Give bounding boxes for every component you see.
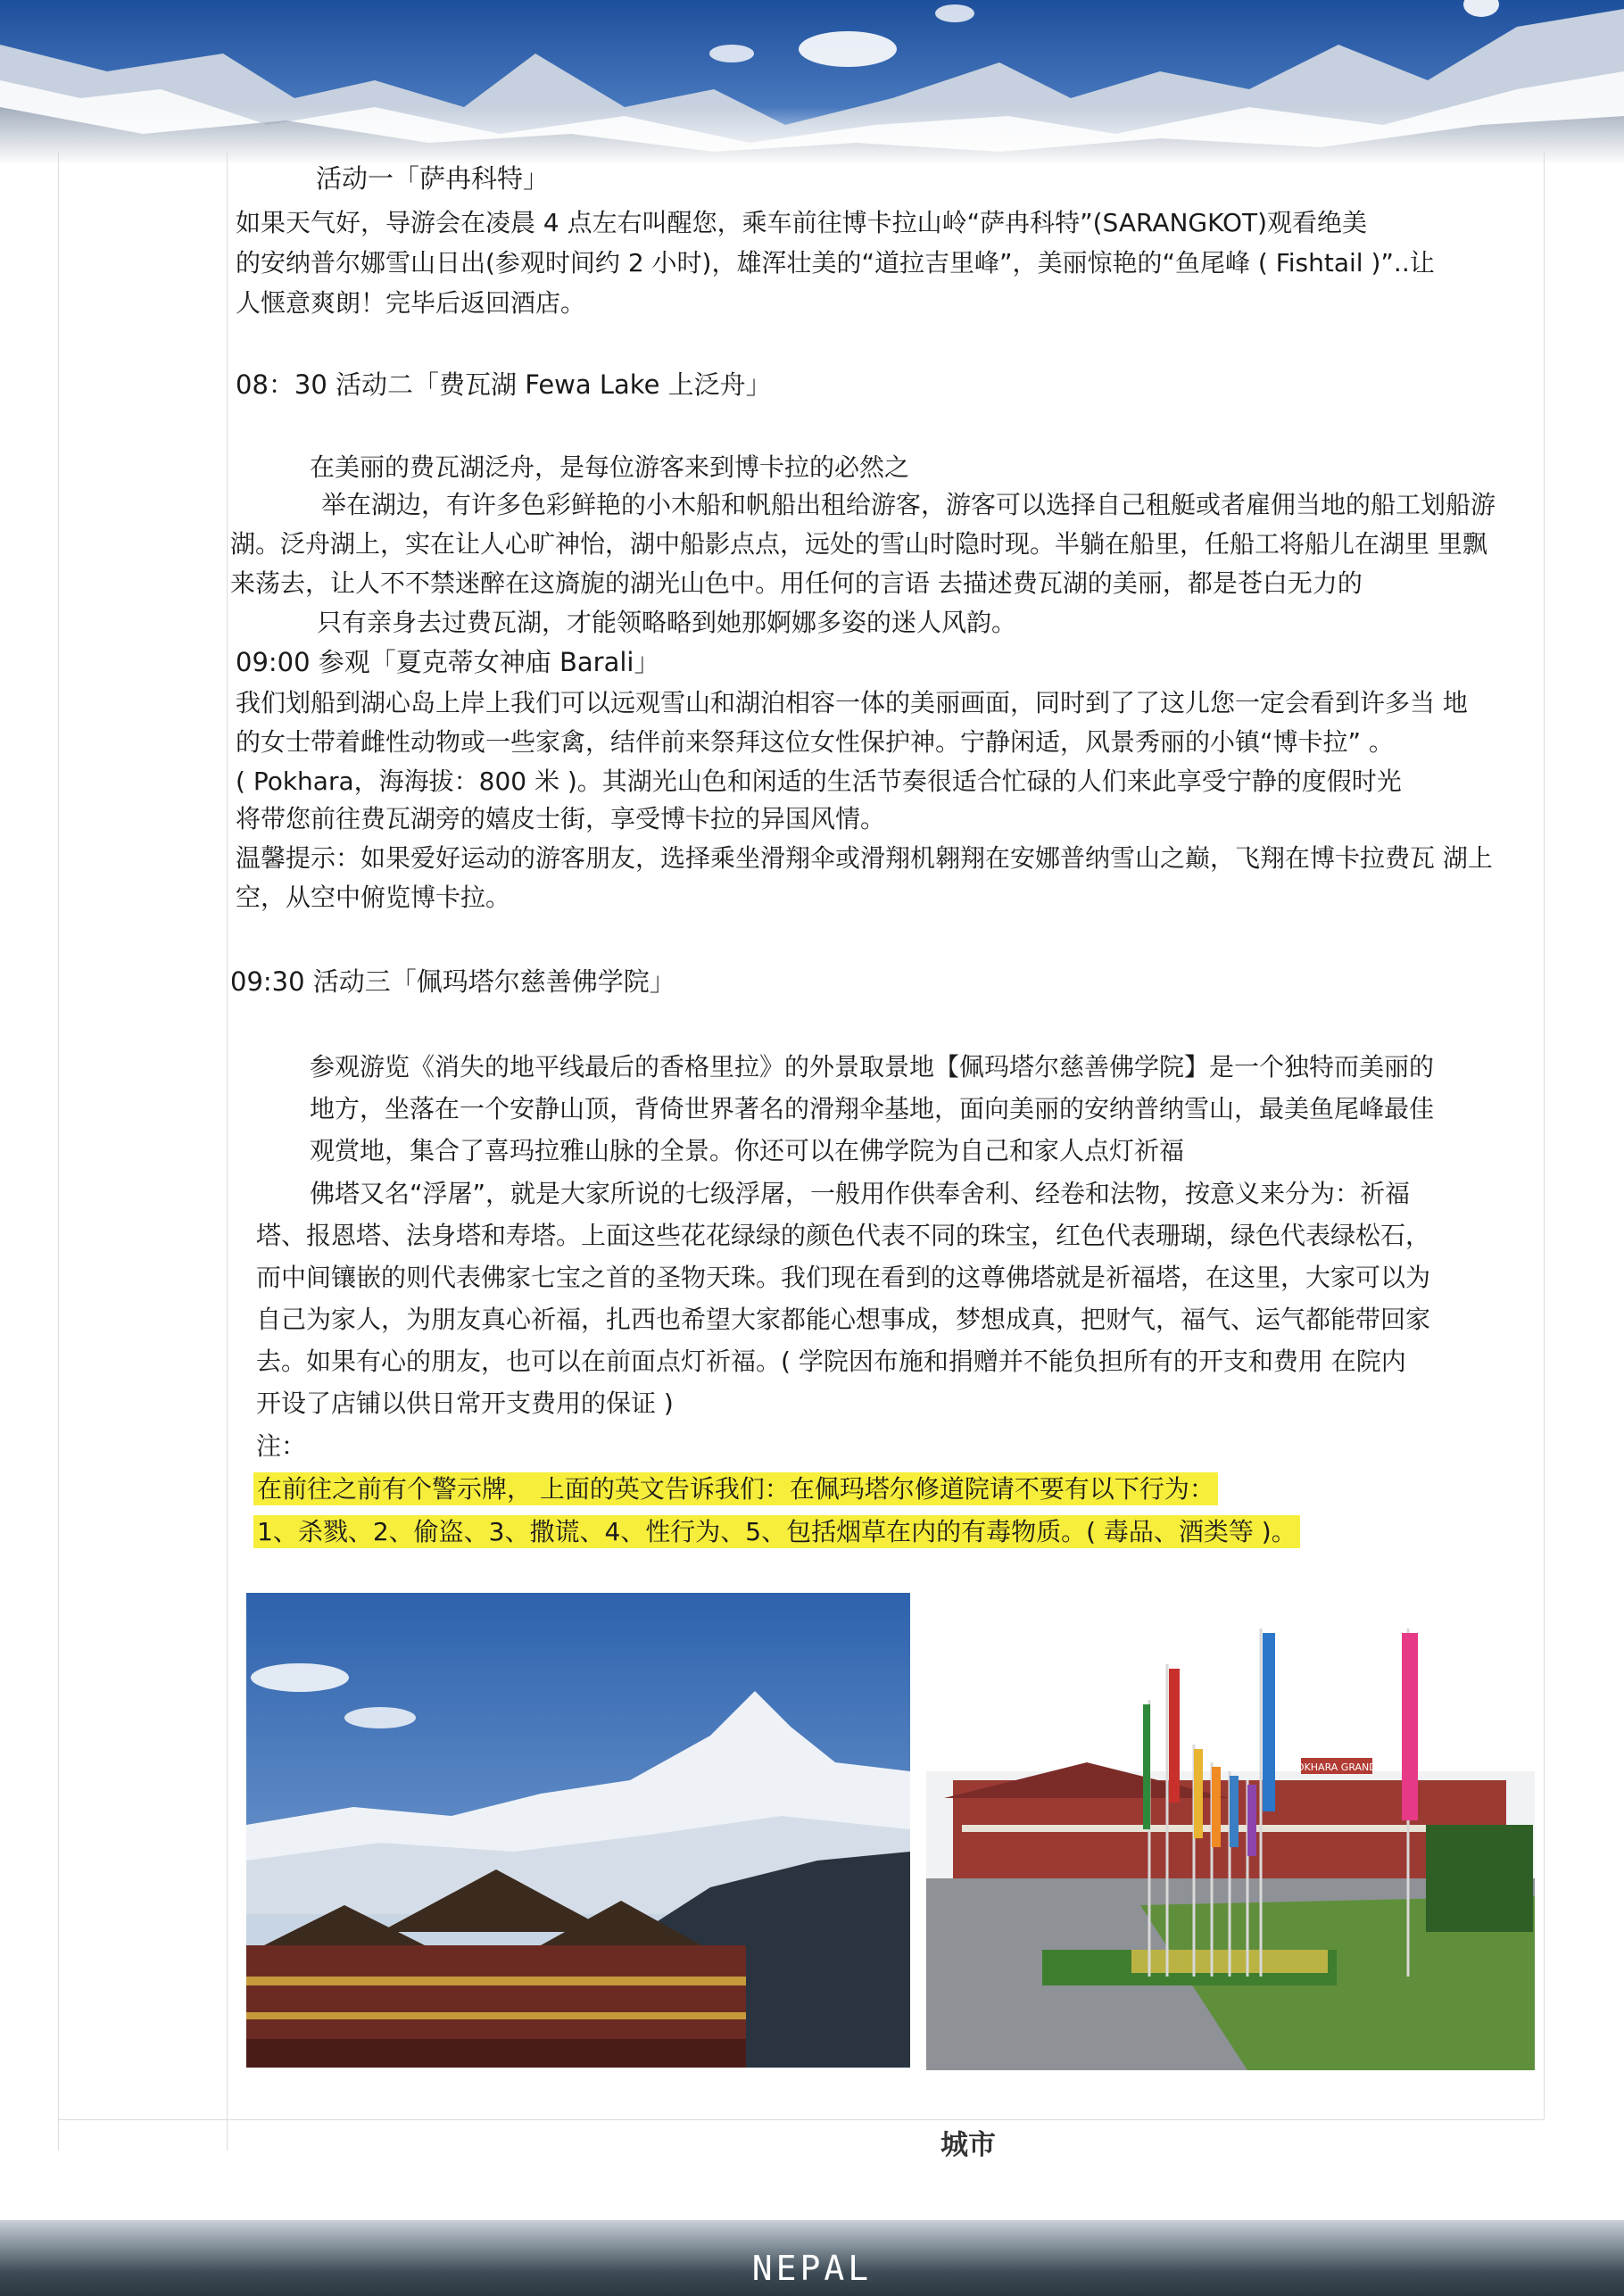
header-banner-image <box>0 0 1624 165</box>
barali-line-4: 将带您前往费瓦湖旁的嬉皮士街，享受博卡拉的异国风情。 <box>236 804 886 833</box>
barali-line-2: 的女士带着雌性动物或一些家禽，结伴前来祭拜这位女性保护神。宁静闲适，风景秀丽的小镇“博卡拉” 。 <box>236 727 1394 757</box>
stupa-line-6: 开设了店铺以供日常开支费用的保证 ) <box>256 1388 674 1418</box>
barali-tip-line-1: 温馨提示：如果爱好运动的游客朋友，选择乘坐滑翔伞或滑翔机翱翔在安娜普纳雪山之巅，飞翔在博卡拉费瓦 湖上 <box>236 843 1493 873</box>
monastery-mountain-photo <box>246 1593 910 2068</box>
footer-city-label: 城市 <box>940 2129 996 2161</box>
footer-country-label: NEPAL <box>751 2249 873 2288</box>
activity1-line-2: 的安纳普尔娜雪山日出(参观时间约 2 小时)，雄浑壮美的“道拉吉里峰”，美丽惊艳的“鱼尾峰 ( Fishtail )”..让 <box>236 248 1435 278</box>
barali-tip-line-2: 空，从空中俯览博卡拉。 <box>236 883 511 912</box>
barali-line-1: 我们划船到湖心岛上岸上我们可以远观雪山和湖泊相容一体的美丽画面，同时到了了这儿您一定会看到许多当 地 <box>236 688 1468 717</box>
warning-line-2 <box>253 1512 1300 1552</box>
activity1-title: 活动一「萨冉科特」 <box>316 163 550 194</box>
note-label: 注： <box>256 1431 307 1461</box>
activity2-line-2: 举在湖边，有许多色彩鲜艳的小木船和帆船出租给游客，游客可以选择自己租艇或者雇佣当地的船工划船游 <box>321 490 1496 519</box>
warning-highlight-2: 1、杀戮、2、偷盗、3、撒谎、4、性行为、5、包括烟草在内的有毒物质。( 毒品、酒类等 )。 <box>253 1515 1300 1548</box>
hotel-sign-text: POKHARA GRANDE <box>1290 1761 1383 1773</box>
activity1-line-1: 如果天气好，导游会在凌晨 4 点左右叫醒您，乘车前往博卡拉山岭“萨冉科特”(SARANGKOT)观看绝美 <box>236 208 1368 237</box>
stupa-line-4: 自己为家人，为朋友真心祈福，扎西也希望大家都能心想事成，梦想成真，把财气，福气、运气都能带回家 <box>256 1305 1431 1334</box>
warning-line-1 <box>253 1469 1218 1509</box>
activity2-title: 08：30 活动二「费瓦湖 Fewa Lake 上泛舟」 <box>236 369 772 400</box>
frame-line-inner <box>227 152 228 2151</box>
activity2-line-3: 湖。泛舟湖上，实在让人心旷神怡，湖中船影点点，远处的雪山时隐时现。半躺在船里，任船工将船儿在湖里 里飘 <box>230 529 1487 559</box>
activity2-line-5: 只有亲身去过费瓦湖，才能领略略到她那婀娜多姿的迷人风韵。 <box>317 608 1017 637</box>
activity3-line-2: 地方，坐落在一个安静山顶，背倚世界著名的滑翔伞基地，面向美丽的安纳普纳雪山，最美鱼尾峰最佳 <box>310 1094 1435 1123</box>
activity1-line-3: 人惬意爽朗！完毕后返回酒店。 <box>236 288 586 318</box>
stupa-line-2: 塔、报恩塔、法身塔和寿塔。上面这些花花绿绿的颜色代表不同的珠宝，红色代表珊瑚，绿色代表绿松石， <box>256 1221 1431 1250</box>
activity3-line-1: 参观游览《消失的地平线最后的香格里拉》的外景取景地【佩玛塔尔慈善佛学院】是一个独特而美丽的 <box>310 1052 1435 1082</box>
activity2-line-1: 在美丽的费瓦湖泛舟，是每位游客来到博卡拉的必然之 <box>310 452 910 482</box>
barali-line-3: ( Pokhara，海海拔：800 米 )。其湖光山色和闲适的生活节奏很适合忙碌的人们来此享受宁静的度假时光 <box>236 767 1402 796</box>
stupa-line-1: 佛塔又名“浮屠”，就是大家所说的七级浮屠，一般用作供奉舍利、经卷和法物，按意义来分为：祈福 <box>310 1179 1411 1208</box>
barali-title: 09:00 参观「夏克蒂女神庙 Barali」 <box>236 647 660 677</box>
activity3-line-3: 观赏地，集合了喜玛拉雅山脉的全景。你还可以在佛学院为自己和家人点灯祈福 <box>310 1136 1185 1165</box>
activity3-title: 09:30 活动三「佩玛塔尔慈善佛学院」 <box>230 966 675 997</box>
activity2-line-4: 来荡去，让人不不禁迷醉在这旖旎的湖光山色中。用任何的言语 去描述费瓦湖的美丽，都是苍白无力的 <box>230 568 1363 598</box>
frame-line-left <box>58 152 59 2151</box>
hotel-flags-photo <box>926 1593 1535 2070</box>
stupa-line-5: 去。如果有心的朋友，也可以在前面点灯祈福。( 学院因布施和捐赠并不能负担所有的开支和费用 在院内 <box>256 1347 1406 1376</box>
frame-line-right <box>1544 152 1545 2119</box>
frame-line-bottom <box>58 2119 1544 2120</box>
warning-highlight-1: 在前往之前有个警示牌， 上面的英文告诉我们：在佩玛塔尔修道院请不要有以下行为： <box>253 1472 1218 1505</box>
stupa-line-3: 而中间镶嵌的则代表佛家七宝之首的圣物天珠。我们现在看到的这尊佛塔就是祈福塔，在这里，大家可以为 <box>256 1263 1431 1292</box>
